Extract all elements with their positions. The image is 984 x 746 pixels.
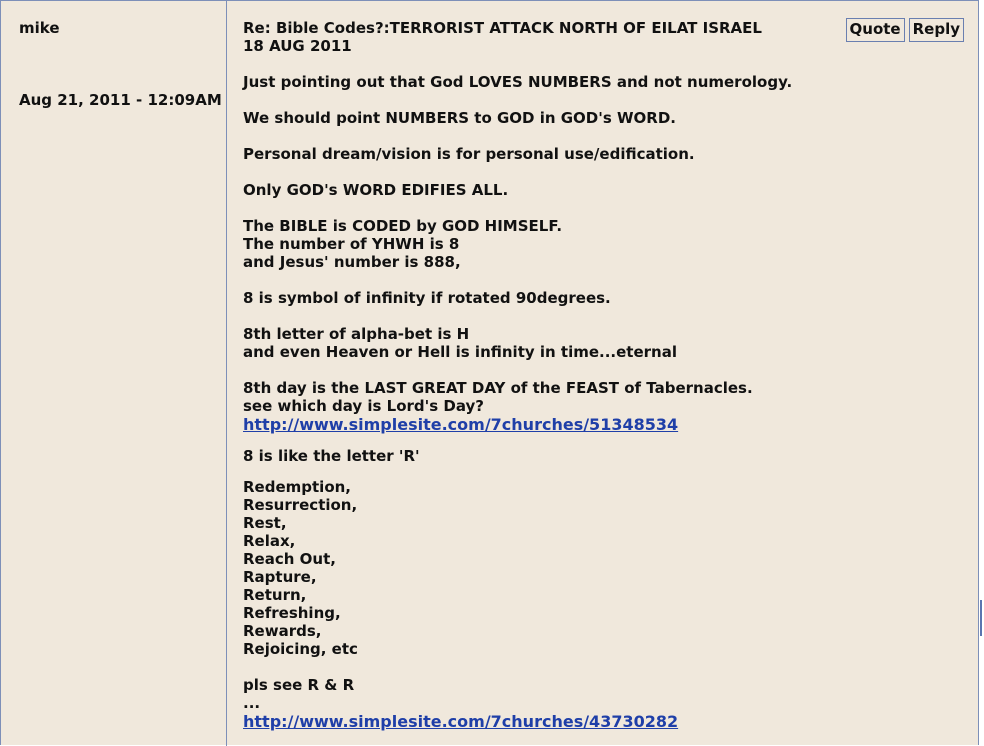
body-line: and even Heaven or Hell is infinity in time...eternal	[243, 343, 677, 361]
body-line: 8th day is the LAST GREAT DAY of the FEAST of Tabernacles.	[243, 379, 753, 397]
body-line: The number of YHWH is 8	[243, 235, 460, 253]
r-word: Redemption,	[243, 478, 351, 496]
r-word: Resurrection,	[243, 496, 358, 514]
link-7churches-43730282[interactable]: http://www.simplesite.com/7churches/43730282	[243, 712, 679, 731]
body-line: Only GOD's WORD EDIFIES ALL.	[243, 181, 509, 199]
post-subject: Re: Bible Codes?:TERRORIST ATTACK NORTH OF EILAT ISRAEL 18 AUG 2011	[243, 19, 762, 55]
body-line: and Jesus' number is 888,	[243, 253, 461, 271]
body-line: The BIBLE is CODED by GOD HIMSELF.	[243, 217, 563, 235]
r-word: Return,	[243, 586, 307, 604]
post-actions	[846, 18, 964, 42]
r-word: Rapture,	[243, 568, 317, 586]
r-word: Relax,	[243, 532, 296, 550]
post-sidebar	[1, 1, 227, 746]
r-word: Refreshing,	[243, 604, 341, 622]
post-date: Aug 21, 2011 - 12:09AM	[19, 91, 222, 109]
body-line: 8 is symbol of infinity if rotated 90degrees.	[243, 289, 611, 307]
post-body	[243, 73, 963, 731]
body-line: Just pointing out that God LOVES NUMBERS and not numerology.	[243, 73, 793, 91]
link-7churches-51348534[interactable]: http://www.simplesite.com/7churches/51348534	[243, 415, 679, 434]
quote-button[interactable]: Quote	[846, 18, 905, 42]
r-word: Reach Out,	[243, 550, 336, 568]
body-line: ...	[243, 694, 261, 712]
body-line: 8 is like the letter 'R'	[243, 447, 420, 465]
r-word: Rest,	[243, 514, 287, 532]
body-line: Personal dream/vision is for personal use/edification.	[243, 145, 695, 163]
reply-button[interactable]: Reply	[909, 18, 964, 42]
body-line: see which day is Lord's Day?	[243, 397, 484, 415]
scrollbar-edge[interactable]	[980, 600, 982, 636]
body-line: pls see R & R	[243, 676, 355, 694]
body-line: We should point NUMBERS to GOD in GOD's WORD.	[243, 109, 677, 127]
post-author[interactable]: mike	[19, 19, 60, 37]
r-word: Rejoicing, etc	[243, 640, 358, 658]
r-word: Rewards,	[243, 622, 322, 640]
body-line: 8th letter of alpha-bet is H	[243, 325, 470, 343]
